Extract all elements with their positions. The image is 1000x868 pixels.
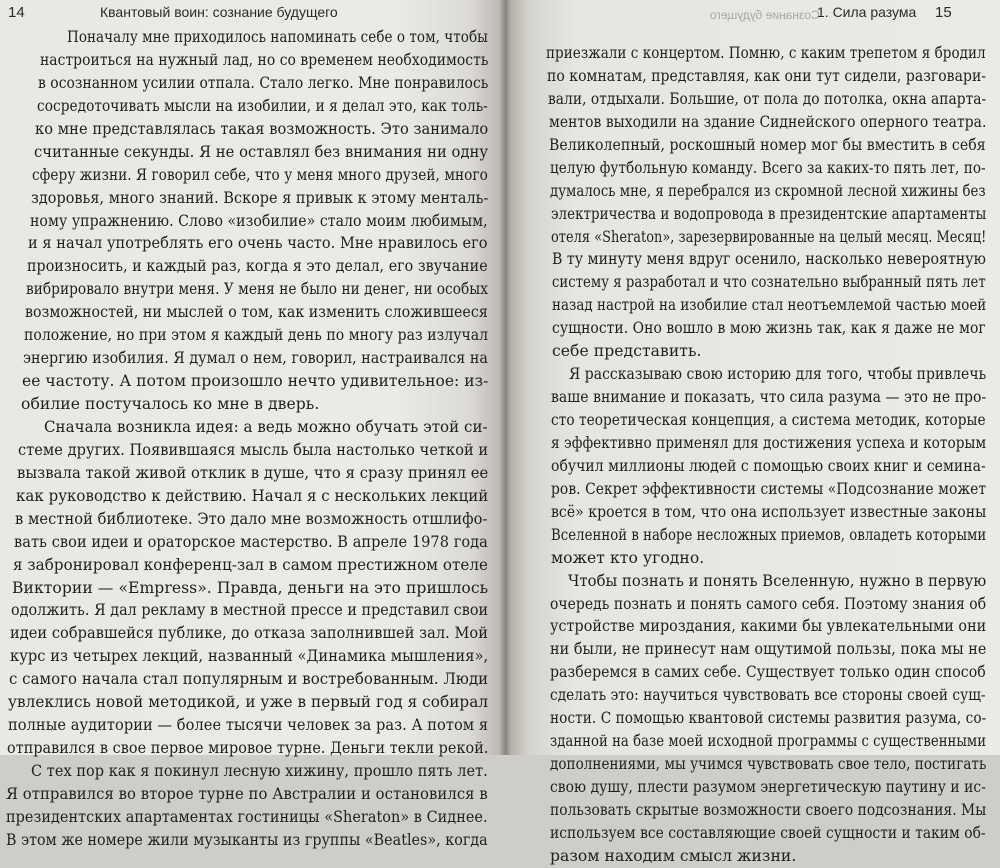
text-line: Великолепный, роскошный номер мог бы вместить в себя: [549, 135, 986, 154]
text-line: ров. Секрет эффективности системы «Подсознание может: [551, 479, 987, 498]
text-line: по комнатам, представляя, как они тут сидели, разговари-: [547, 66, 987, 85]
text-line: Я отправился во второе турне по Австралии и остановился в: [6, 784, 488, 803]
text-line: вать свои идеи и ораторское мастерство. В апреле 1978 года: [14, 532, 488, 551]
text-line: С тех пор как я покинул лесную хижину, прошло пять лет.: [31, 762, 488, 780]
text-line: отеля «Sheraton», зарезервированные на целый месяц. Месяц!: [551, 227, 987, 246]
text-line: стеме других. Появившаяся мысль была настолько четкой и: [18, 440, 489, 459]
left-page-body: [0, 26, 492, 852]
text-line: вибрировало внутри меня. У меня не было ни денег, ни особых: [26, 280, 488, 299]
text-line: Виктории — «Empress». Правда, деньги на это пришлось: [12, 578, 489, 597]
text-line: целую футбольную команду. Всего за каких-то пять лет, по-: [550, 158, 986, 177]
text-line: приезжали с концертом. Помню, с каким трепетом я бродил: [546, 44, 986, 62]
text-line: ваше внимание и показать, что сила разума — это не про-: [551, 388, 987, 407]
text-line: настроиться на нужный лад, но со временем необходимость: [40, 50, 489, 69]
text-line: Сначала возникла идея: а ведь можно обучать этой си-: [44, 417, 488, 436]
text-line: как руководство к действию. Начал я с нескольких лекций: [16, 486, 489, 505]
left-page: [0, 0, 505, 849]
text-line: Поначалу мне приходилось напоминать себе о том, чтобы: [67, 28, 488, 46]
text-line: дополнениями, мы учимся чувствовать свое тело, постигать: [550, 755, 987, 774]
text-line: зданной на базе моей исходной программы с существенными: [550, 732, 987, 751]
running-head-right: 1. Сила разума: [817, 4, 917, 20]
text-line: свою душу, плести разумом энергетическую паутину и ис-: [550, 778, 986, 796]
running-head-left: Квантовый воин: сознание будущего: [100, 4, 338, 20]
text-line: сделать это: научиться чувствовать все стороны своей сущ-: [550, 686, 986, 705]
text-line: вали, отдыхали. Большие, от пола до потолка, окна апарта-: [548, 89, 987, 108]
page-number-left: 14: [8, 4, 25, 21]
text-line: обучил миллионы людей с помощью своих книг и семина-: [551, 456, 986, 475]
show-through-text: Сознание будущего: [710, 8, 820, 22]
text-line: ни были, не принесут нам ощутимой пользы, пока мы не: [550, 640, 987, 659]
text-line: отправился в свое первое мировое турне. Деньги текли рекой.: [7, 739, 489, 758]
text-line: разберемся в самих себе. Существует только один способ: [550, 663, 986, 682]
text-line: устройстве мироздания, какими бы увлекательными они: [550, 617, 987, 636]
text-line: разом находим смысл жизни.: [550, 846, 797, 865]
text-line: систему я разработал и что сознательно выбранный пять лет: [552, 273, 986, 292]
text-line: увлеклись новой методикой, и уже в первый год я собирал: [8, 693, 489, 712]
text-line: электричества и водопровода в президентские апартаменты: [551, 204, 987, 223]
text-line: В этом же номере жили музыканты из группы «Beatles», когда: [6, 830, 488, 849]
right-page-body: [505, 42, 990, 868]
text-line: себе представить.: [552, 342, 702, 361]
text-line: вызвала такой живой отклик в душе, что я сразу принял ее: [17, 463, 489, 482]
text-line: идеи собравшейся публике, до отказа заполнившей зал. Мой: [10, 624, 489, 643]
text-line: В ту минуту меня вдруг осенило, насколько невероятную: [552, 250, 986, 269]
text-line: с самого начала стал популярным и востребованным. Люди: [9, 670, 489, 689]
text-line: Я рассказываю свою историю для того, чтобы привлечь: [569, 365, 987, 384]
text-line: сто теоретическая концепция, а система методик, которые: [551, 411, 986, 429]
text-line: ко мне представлялась такая возможность. Это занимало: [35, 119, 489, 138]
text-line: очередь познать и понять самого себя. Поэтому знания об: [550, 594, 987, 613]
text-line: ности. С помощью квантовой системы развития разума, со-: [550, 709, 987, 728]
right-page: [505, 0, 1000, 865]
text-line: полные аудитории — более тысячи человек за раз. А потом я: [8, 716, 489, 735]
text-line: президентских апартаментах гостиницы «Sheraton» в Сиднее.: [6, 807, 488, 826]
text-line: сосредоточивать мысли на изобилии, и я делал это, как толь-: [37, 96, 488, 115]
text-line: одолжить. Я дал рекламу в местной прессе и представил свои: [11, 601, 489, 620]
text-line: используем все составляющие своей сущности и таким об-: [550, 823, 986, 842]
text-line: обилие постучалось ко мне в дверь.: [21, 395, 320, 413]
text-line: сущности. Оно вошло в мою жизнь так, как я даже не мог: [552, 319, 986, 338]
text-line: ному упражнению. Слово «изобилие» стало моим любимым,: [30, 211, 488, 230]
text-line: в местной библиотеке. Это дало мне возможность отшлифо-: [15, 509, 488, 528]
text-line: считанные секунды. Я не оставлял без внимания ни одну: [34, 142, 489, 161]
text-line: может кто угодно.: [551, 548, 705, 567]
book-gutter: [499, 0, 511, 755]
text-line: ее частоту. А потом произошло нечто удивительное: из-: [22, 372, 489, 391]
text-line: возможностей, ни мыслей о том, как изменить сложившееся: [25, 303, 488, 322]
text-line: положение, но при этом я каждый день по многу раз излучал: [24, 326, 489, 345]
text-line: сферу жизни. Я говорил себе, что у меня много друзей, много: [32, 165, 488, 184]
text-line: всё» кроется в том, что она использует известные законы: [551, 502, 987, 521]
text-line: Чтобы познать и понять Вселенную, нужно в первую: [568, 571, 987, 590]
text-line: курс из четырех лекций, названный «Динамика мышления»,: [10, 647, 489, 666]
page-number-right: 15: [935, 4, 952, 21]
text-line: назад настрой на изобилие стал неотъемлемой частью моей: [552, 296, 987, 315]
text-line: я забронировал конференц-зал в самом престижном отеле: [13, 555, 488, 574]
text-line: энергию изобилия. Я думал о нем, говорил, настраивался на: [23, 349, 488, 368]
text-line: и я начал употреблять его очень часто. Мне нравилось его: [28, 234, 488, 253]
text-line: пользовать скрытые возможности своего подсознания. Мы: [550, 800, 987, 819]
text-line: здоровья, много знаний. Вскоре я привык к этому менталь-: [31, 188, 489, 207]
text-line: в осознанном усилии отпала. Стало легко. Мне понравилось: [38, 73, 489, 92]
text-line: ментов выходили на здание Сиднейского оперного театра.: [549, 112, 987, 131]
text-line: Вселенной в наборе несложных приемов, овладеть которыми: [551, 525, 987, 544]
text-line: я эффективно применял для достижения успеха и которым: [551, 433, 987, 452]
text-line: произносить, и каждый раз, когда я это делал, его звучание: [27, 257, 488, 276]
text-line: думалось мне, я перебрался из скромной лесной хижины без: [550, 181, 986, 200]
